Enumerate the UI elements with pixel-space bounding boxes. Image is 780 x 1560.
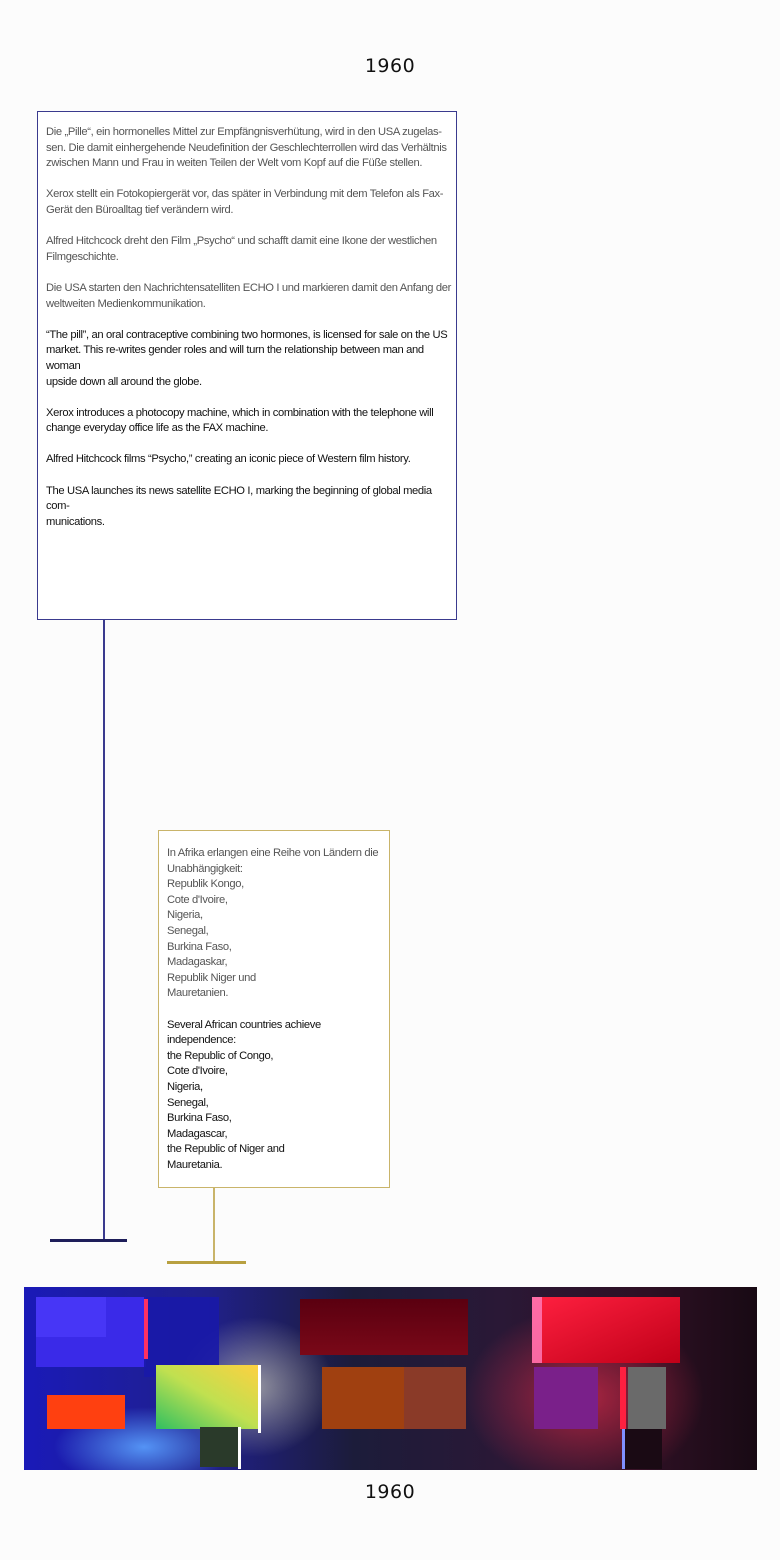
artwork-white-line-low <box>238 1427 241 1469</box>
year-heading-top: 1960 <box>364 55 416 77</box>
artwork-block-blue-inner <box>36 1297 106 1337</box>
artwork-block-rust <box>322 1367 404 1429</box>
event-box-1960-africa <box>158 830 390 1188</box>
artwork-stripe-red <box>620 1367 626 1429</box>
artwork-dashed-line <box>144 1299 148 1359</box>
timeline-connector-gold <box>213 1188 215 1262</box>
event-text-de-africa: In Afrika erlangen eine Reihe von Ländern die Unabhängigkeit: Republik Kongo, Cote d'Ivoire, Nigeria, Senegal, Burkina Faso, Madagaskar, Republik Niger und Mauretanien. <box>167 847 379 1000</box>
abstract-color-artwork <box>24 1287 757 1470</box>
event-text-en-pill: “The pill”, an oral contraceptive combining two hormones, is licensed for sale on the US market. This re-writes gender roles and will turn the relationship between man and woman upside down all around the globe. <box>46 328 448 388</box>
artwork-block-purple <box>534 1367 598 1429</box>
event-text-en-xerox: Xerox introduces a photocopy machine, which in combination with the telephone will change everyday office life as the FAX machine. <box>46 406 434 435</box>
event-text-en-echo: The USA launches its news satellite ECHO I, marking the beginning of global media com- munications. <box>46 484 432 528</box>
artwork-white-line <box>258 1365 261 1433</box>
artwork-block-olive <box>200 1427 240 1467</box>
event-text-de-echo: Die USA starten den Nachrichtensatelliten ECHO I und markieren damit den Anfang der weltweiten Medienkommunikation. <box>46 281 452 310</box>
artwork-canvas <box>24 1287 757 1470</box>
event-text-en-psycho: Alfred Hitchcock films “Psycho,” creating an iconic piece of Western film history. <box>46 453 411 466</box>
event-text-de-psycho: Alfred Hitchcock dreht den Film „Psycho“ und schafft damit eine Ikone der westlichen Filmgeschichte. <box>46 235 437 263</box>
timeline-base-gold <box>167 1261 246 1264</box>
artwork-block-grey <box>628 1367 666 1429</box>
artwork-block-green <box>156 1365 261 1429</box>
timeline-base-navy <box>50 1239 127 1242</box>
event-text-de-pill: Die „Pille“, ein hormonelles Mittel zur Empfängnisverhütung, wird in den USA zugelas- sen. Die damit einhergehende Neudefinition der Geschlechterrollen wird das Verhältnis zwischen Mann und Frau in weiten Teilen der Welt vom Kopf auf die Füße stellen. <box>46 126 447 170</box>
timeline-connector-navy <box>103 620 105 1241</box>
artwork-block-pink-edge <box>532 1297 542 1363</box>
event-text-en-africa: Several African countries achieve independence: the Republic of Congo, Cote d'Ivoire, Nigeria, Senegal, Burkina Faso, Madagascar, the Republic of Niger and Mauretania. <box>167 1018 321 1171</box>
artwork-block-brown <box>404 1367 466 1429</box>
event-box-1960-global <box>37 111 457 620</box>
artwork-block-orange <box>47 1395 125 1429</box>
artwork-block-black <box>622 1429 662 1469</box>
artwork-block-bright-red <box>532 1297 680 1363</box>
year-heading-bottom: 1960 <box>364 1481 416 1503</box>
event-text-de-xerox: Xerox stellt ein Fotokopiergerät vor, das später in Verbindung mit dem Telefon als Fax- Gerät den Büroalltag tief verändern wird. <box>46 188 444 216</box>
artwork-stripe-blue <box>622 1429 625 1469</box>
artwork-block-dark-red <box>300 1299 468 1355</box>
